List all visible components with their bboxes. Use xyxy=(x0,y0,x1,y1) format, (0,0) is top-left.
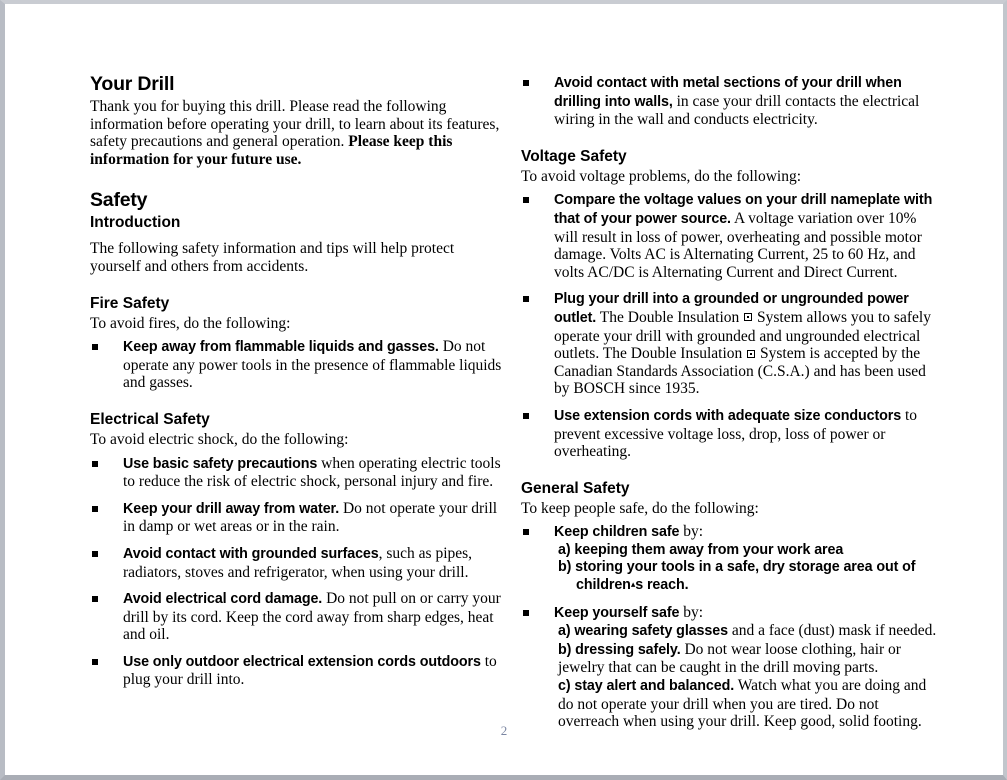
right-column xyxy=(521,74,941,740)
sub-item-b-line1: b) storing your tools in a safe, dry storage area out of xyxy=(558,559,916,576)
sub-item-a-body: and a face (dust) mask if needed. xyxy=(727,622,937,640)
list-item xyxy=(521,290,941,398)
intro-paragraph-normal: Thank you for buying this drill. Please read the following information before operating your drill, to learn about its features, safety precautions and general operation. xyxy=(90,98,500,151)
list-item-lead: Use extension cords with adequate size conductors xyxy=(554,407,902,424)
sub-item-b-body: Do not wear loose clothing, hair or jewelry that can be caught in the drill moving parts. xyxy=(558,640,901,677)
square-bullet-icon xyxy=(523,80,529,86)
list-item-body: by: xyxy=(679,603,704,621)
electrical-safety-intro: To avoid electric shock, do the following: xyxy=(90,430,349,448)
list-item xyxy=(90,500,502,536)
list-item-lead: Keep away from flammable liquids and gasses. xyxy=(123,339,439,356)
fire-safety-bullet-list xyxy=(90,338,502,392)
square-bullet-icon xyxy=(92,506,98,512)
sub-item-b xyxy=(554,559,941,594)
introduction-text: The following safety information and tips will help protect yourself and others from accidents. xyxy=(90,240,455,275)
continued-bullet-list xyxy=(521,74,941,129)
voltage-safety-intro: To avoid voltage problems, do the following: xyxy=(521,167,802,185)
list-item xyxy=(521,523,941,594)
list-item-body-part3: System is accepted by the Canadian Standards Association (C.S.A.) and has been used by BOSCH since 1935. xyxy=(554,345,926,398)
list-item xyxy=(90,545,502,581)
list-item-body: Do not pull on or carry your drill by its cord. Keep the cord away from sharp edges, heat and oil. xyxy=(123,590,501,644)
list-item xyxy=(521,604,941,731)
sub-item-a-lead: a) wearing safety glasses xyxy=(558,623,728,640)
list-item-lead: Avoid contact with metal sections of your drill when drilling into walls, xyxy=(554,75,902,110)
list-item-lead: Avoid contact with grounded surfaces xyxy=(123,545,379,562)
list-item-body: Do not operate your drill in damp or wet areas or in the rain. xyxy=(123,499,498,536)
list-item-lead: Keep children safe xyxy=(554,524,680,541)
list-item-body: to plug your drill into. xyxy=(123,652,497,689)
list-item-body: Do not operate any power tools in the presence of flammable liquids and gasses. xyxy=(123,338,502,392)
sub-item-c-body: Watch what you are doing and do not operate your drill when you are tired. Do not overreach when using your drill. Keep good, solid footing. xyxy=(558,677,927,731)
intro-paragraph xyxy=(90,98,502,168)
list-item xyxy=(521,191,941,281)
fire-safety-heading: Fire Safety xyxy=(90,294,170,312)
sub-item-b-tail: s reach. xyxy=(635,577,689,594)
square-bullet-icon xyxy=(92,461,98,467)
square-bullet-icon xyxy=(523,529,529,535)
list-item-lead: Plug your drill into a grounded or ungrounded power outlet. xyxy=(554,291,909,326)
square-bullet-icon xyxy=(92,596,98,602)
sub-item-b-line2 xyxy=(558,577,941,595)
square-bullet-icon xyxy=(523,296,529,302)
electrical-safety-bullet-list xyxy=(90,455,502,690)
square-bullet-icon xyxy=(523,197,529,203)
general-safety-heading: General Safety xyxy=(521,479,630,497)
square-bullet-icon xyxy=(92,659,98,665)
mojibake-apostrophe-icon: ▴ xyxy=(630,580,636,591)
list-item xyxy=(90,653,502,689)
sub-item-b xyxy=(554,641,941,677)
list-item-body: by: xyxy=(679,523,704,541)
page-number: 2 xyxy=(500,723,508,738)
general-safety-bullet-list xyxy=(521,523,941,731)
introduction-heading: Introduction xyxy=(90,214,181,232)
sub-item-a: a) keeping them away from your work area xyxy=(558,541,844,558)
voltage-safety-heading: Voltage Safety xyxy=(521,147,627,165)
sub-item-b-lead: b) dressing safely. xyxy=(558,641,681,658)
sub-item-c-lead: c) stay alert and balanced. xyxy=(558,678,735,695)
list-item-lead: Avoid electrical cord damage. xyxy=(123,591,323,608)
square-bullet-icon xyxy=(92,551,98,557)
square-bullet-icon xyxy=(523,413,529,419)
list-item-body: to prevent excessive voltage loss, drop, loss of power or overheating. xyxy=(554,406,917,461)
sub-item-b-word: children xyxy=(576,577,631,594)
page-title: Your Drill xyxy=(90,73,175,95)
list-item xyxy=(521,74,941,129)
page-body xyxy=(5,4,1003,775)
voltage-safety-bullet-list xyxy=(521,191,941,460)
list-item-body-part1: The Double Insulation xyxy=(596,308,744,326)
sub-item-a xyxy=(554,622,941,641)
fire-safety-intro: To avoid fires, do the following: xyxy=(90,314,291,332)
list-item-body: in case your drill contacts the electrical wiring in the wall and conducts electricity. xyxy=(554,92,920,129)
list-item xyxy=(90,338,502,392)
list-item-body-part2: System allows you to safely operate your drill with grounded and ungrounded electrical outlets. The Double Insulation xyxy=(554,308,931,363)
list-item-lead: Use basic safety precautions xyxy=(123,455,318,472)
list-item xyxy=(521,407,941,461)
list-item-lead: Keep your drill away from water. xyxy=(123,500,340,517)
list-item-lead: Use only outdoor electrical extension cords outdoors xyxy=(123,653,481,670)
list-item-body: , such as pipes, radiators, stoves and refrigerator, when using your drill. xyxy=(123,544,473,581)
list-item xyxy=(90,590,502,644)
safety-heading: Safety xyxy=(90,189,148,212)
list-item-lead: Compare the voltage values on your drill nameplate with that of your power source. xyxy=(554,192,933,227)
electrical-safety-heading: Electrical Safety xyxy=(90,410,210,428)
list-item xyxy=(90,455,502,491)
left-column xyxy=(90,74,502,698)
list-item-body: when operating electric tools to reduce the risk of electric shock, personal injury and fire. xyxy=(123,454,501,491)
missing-glyph-icon xyxy=(747,350,755,358)
intro-paragraph-bold: Please keep this information for your future use. xyxy=(90,133,453,168)
square-bullet-icon xyxy=(523,610,529,616)
list-item-body: A voltage variation over 10% will result in loss of power, overheating and possible motor damage. Volts AC is Alternating Current, 25 to 60 Hz, and volts AC/DC is Alternating Current and Direct Current. xyxy=(554,209,922,281)
list-item-lead: Keep yourself safe xyxy=(554,604,680,621)
square-bullet-icon xyxy=(92,344,98,350)
general-safety-intro: To keep people safe, do the following: xyxy=(521,499,759,517)
missing-glyph-icon xyxy=(744,313,752,321)
